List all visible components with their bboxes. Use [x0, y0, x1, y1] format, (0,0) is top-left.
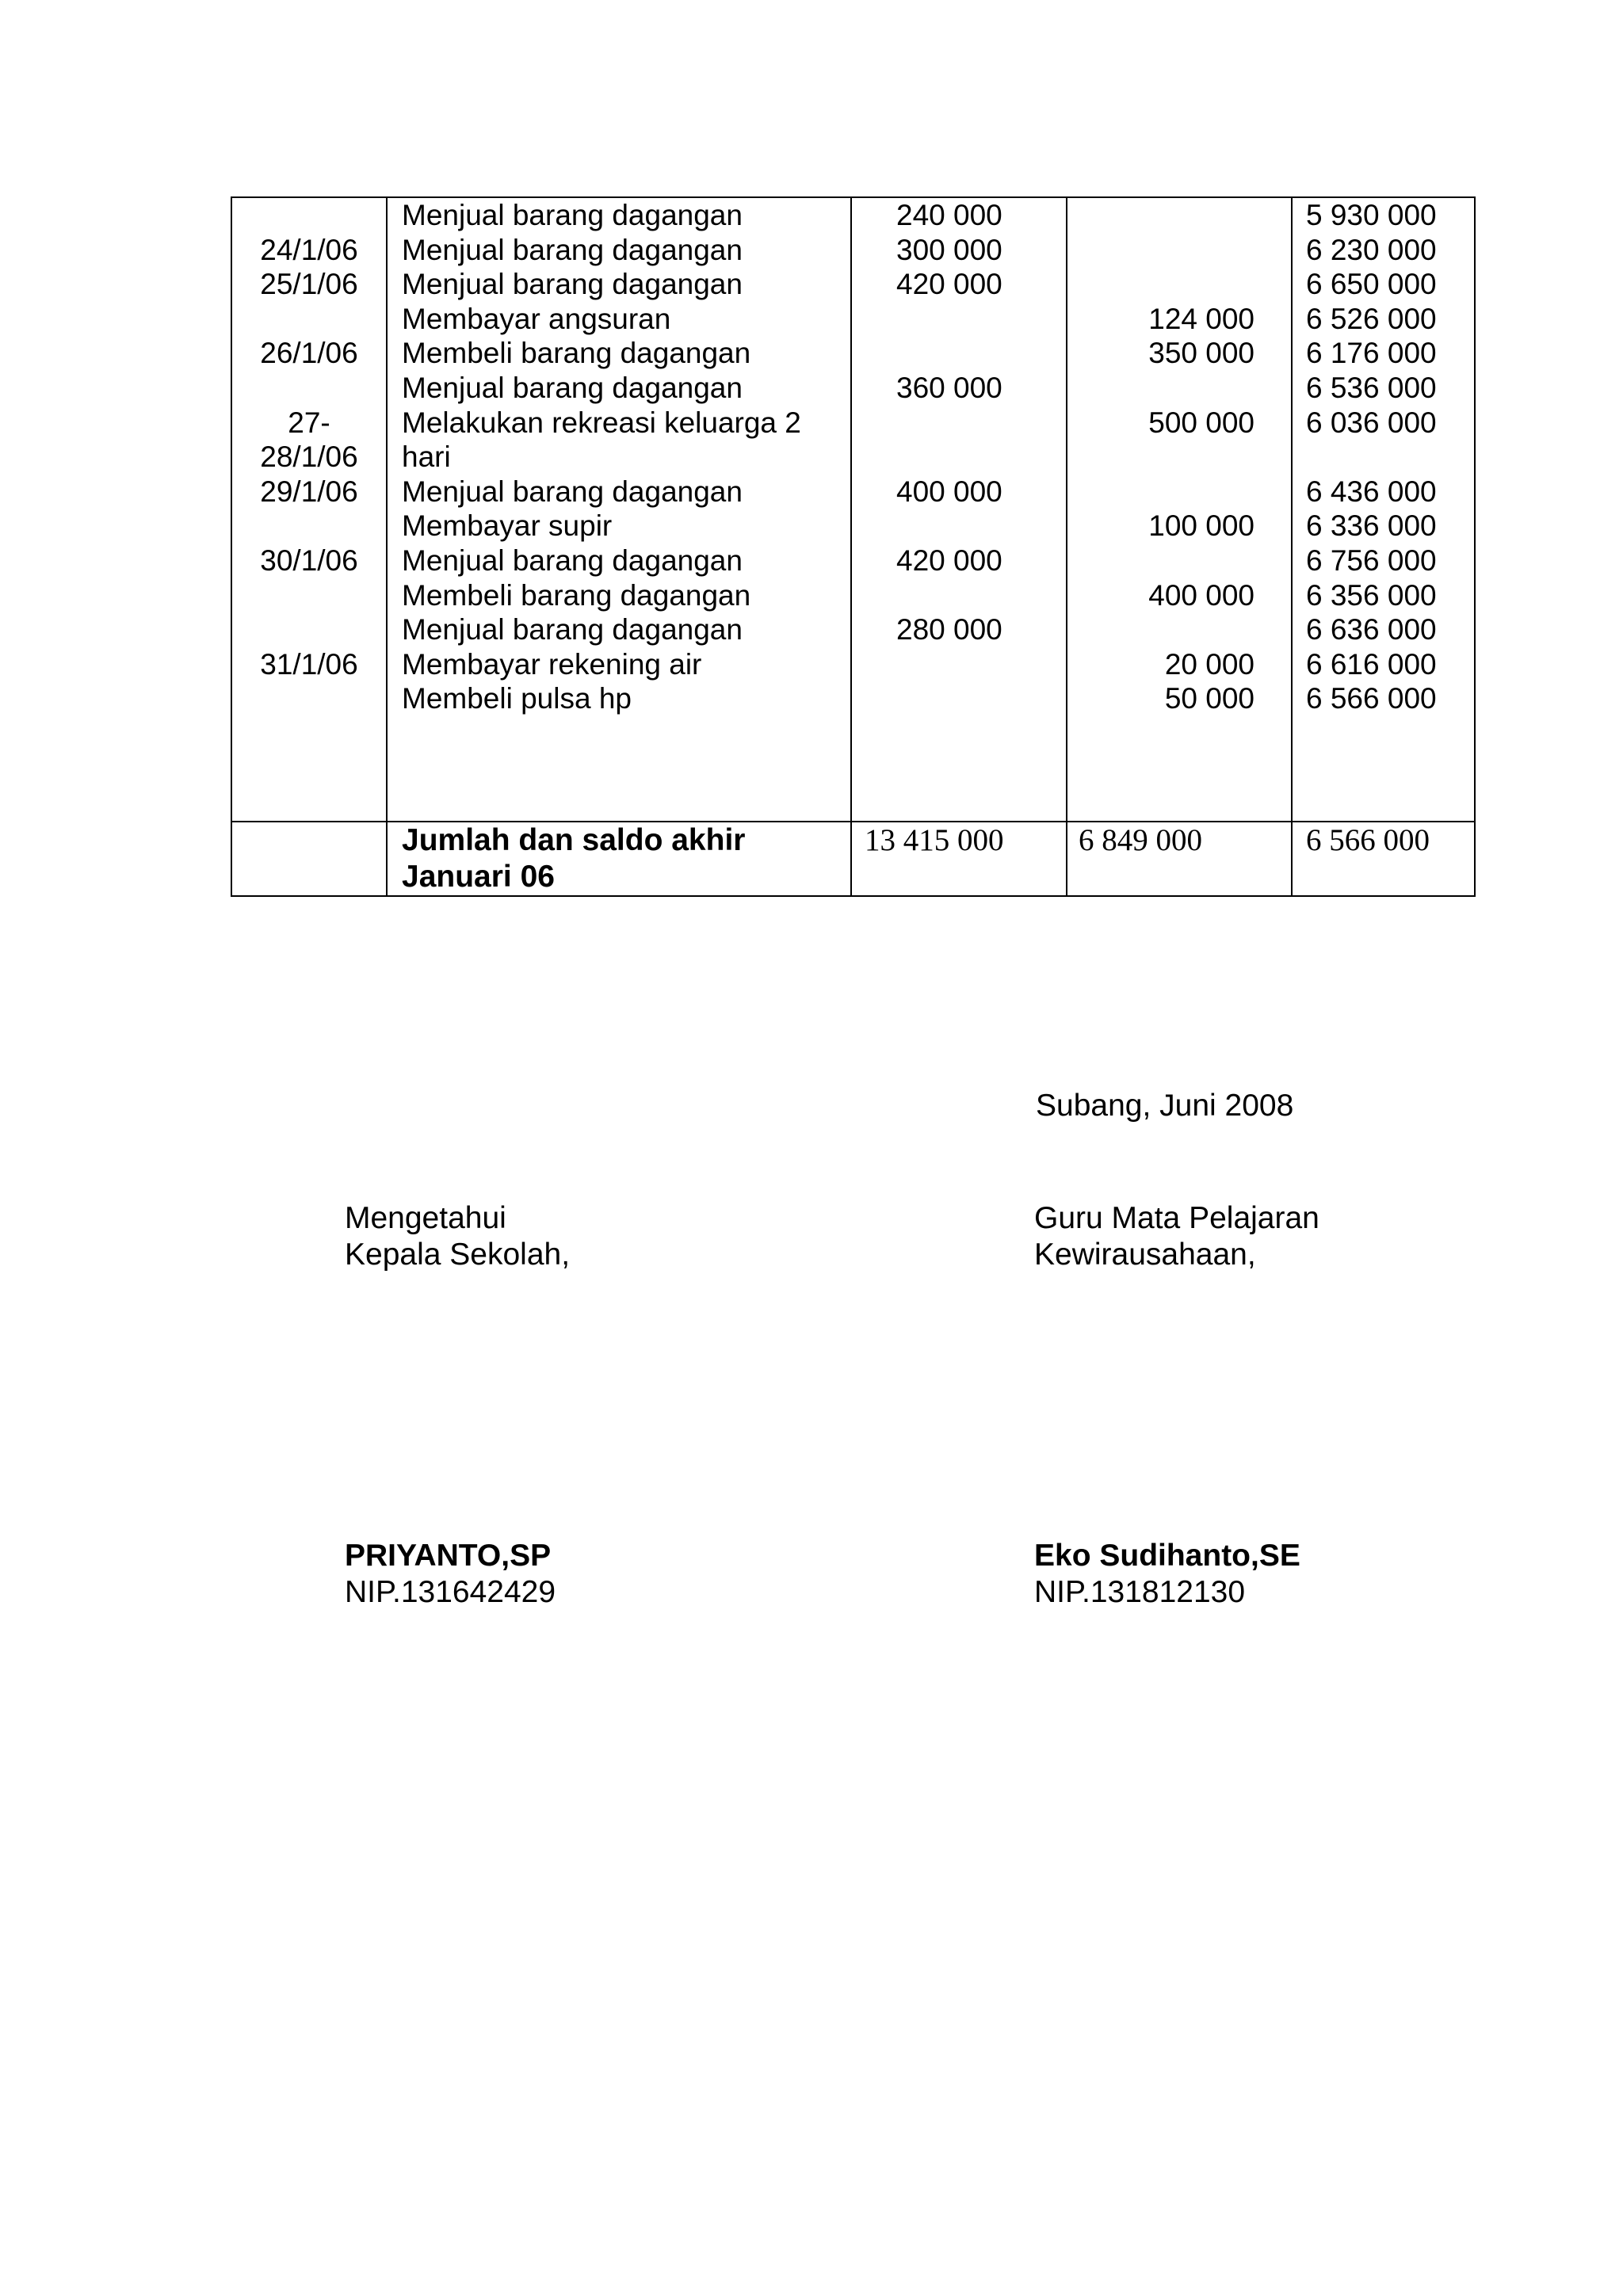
left-signature-line2: Kepala Sekolah, — [345, 1238, 571, 1272]
ledger-table — [231, 196, 1476, 897]
right-signature-block — [1034, 1200, 1319, 1273]
right-signatory-name: Eko Sudihanto,SE — [1034, 1539, 1300, 1573]
total-debit: 13 415 000 — [865, 823, 1004, 857]
row-description: Menjual barang dagangan — [402, 233, 743, 266]
row-date — [232, 681, 386, 716]
row-date: 31/1/06 — [260, 647, 358, 681]
row-date: 25/1/06 — [260, 268, 358, 301]
row-debit — [896, 440, 1002, 475]
row-date — [232, 371, 386, 406]
row-credit — [1066, 440, 1254, 475]
row-description: Membeli barang dagangan — [402, 337, 751, 370]
row-debit — [896, 406, 1002, 441]
right-signature-line2: Kewirausahaan, — [1034, 1238, 1256, 1272]
row-debit: 280 000 — [896, 613, 1002, 646]
row-credit — [1066, 233, 1254, 268]
total-label-line2: Januari 06 — [402, 860, 555, 894]
debit-column — [896, 198, 1002, 716]
row-debit — [896, 578, 1002, 613]
row-balance: 6 036 000 — [1306, 406, 1437, 439]
row-balance: 6 756 000 — [1306, 543, 1437, 577]
left-signatory-nip: NIP.131642429 — [345, 1575, 556, 1609]
row-balance: 6 230 000 — [1306, 233, 1437, 266]
row-description: Membayar angsuran — [402, 302, 671, 335]
row-balance: 6 566 000 — [1306, 682, 1437, 715]
row-balance — [1306, 440, 1465, 475]
row-description: Membayar supir — [402, 509, 613, 543]
row-description: Membeli pulsa hp — [402, 682, 632, 715]
row-debit: 420 000 — [896, 268, 1002, 301]
row-balance: 6 536 000 — [1306, 371, 1437, 404]
row-credit — [1066, 612, 1254, 647]
row-description: Menjual barang dagangan — [402, 543, 743, 577]
credit-column — [1066, 198, 1254, 716]
row-date — [232, 612, 386, 647]
row-credit: 124 000 — [1148, 302, 1254, 335]
column-divider — [850, 198, 852, 895]
row-balance: 6 356 000 — [1306, 578, 1437, 612]
row-debit: 400 000 — [896, 475, 1002, 508]
total-credit: 6 849 000 — [1079, 823, 1202, 857]
row-date: 24/1/06 — [260, 233, 358, 266]
row-date: 26/1/06 — [260, 337, 358, 370]
row-description: Membeli barang dagangan — [402, 578, 751, 612]
row-credit: 350 000 — [1148, 337, 1254, 370]
total-balance: 6 566 000 — [1306, 823, 1430, 857]
row-credit: 20 000 — [1164, 647, 1254, 681]
row-debit: 420 000 — [896, 543, 1002, 577]
left-signature-block — [345, 1200, 570, 1273]
row-debit — [896, 302, 1002, 337]
row-description: Menjual barang dagangan — [402, 613, 743, 646]
row-date: 30/1/06 — [260, 543, 358, 577]
row-credit — [1066, 371, 1254, 406]
row-credit: 500 000 — [1148, 406, 1254, 439]
row-debit — [896, 336, 1002, 371]
row-description: Menjual barang dagangan — [402, 268, 743, 301]
row-credit: 100 000 — [1148, 509, 1254, 543]
row-balance: 6 616 000 — [1306, 647, 1437, 681]
row-debit — [896, 509, 1002, 543]
row-credit — [1066, 198, 1254, 233]
row-credit — [1066, 475, 1254, 509]
row-date — [232, 198, 386, 233]
row-description: Melakukan rekreasi keluarga 2 — [402, 406, 801, 439]
row-debit — [896, 647, 1002, 682]
row-description: Menjual barang dagangan — [402, 199, 743, 231]
row-credit: 400 000 — [1148, 578, 1254, 612]
row-balance: 5 930 000 — [1306, 199, 1437, 231]
row-credit — [1066, 267, 1254, 302]
balance-column — [1306, 198, 1465, 716]
left-signature-line1: Mengetahui — [345, 1201, 506, 1235]
date-column — [232, 198, 386, 716]
row-credit — [1066, 543, 1254, 578]
column-divider — [386, 198, 388, 895]
row-debit: 240 000 — [896, 199, 1002, 231]
right-signature-line1: Guru Mata Pelajaran — [1034, 1201, 1319, 1235]
row-debit — [896, 681, 1002, 716]
left-signatory — [345, 1538, 556, 1611]
row-debit: 360 000 — [896, 371, 1002, 404]
row-description: Menjual barang dagangan — [402, 371, 743, 404]
row-balance: 6 436 000 — [1306, 475, 1437, 508]
row-description: hari — [402, 441, 451, 474]
total-label-line1: Jumlah dan saldo akhir — [402, 823, 746, 857]
row-balance: 6 336 000 — [1306, 509, 1437, 543]
right-signatory-nip: NIP.131812130 — [1034, 1575, 1246, 1609]
row-date — [232, 578, 386, 613]
left-signatory-name: PRIYANTO,SP — [345, 1539, 552, 1573]
right-signatory — [1034, 1538, 1300, 1611]
place-date: Subang, Juni 2008 — [1036, 1089, 1294, 1123]
row-date — [232, 302, 386, 337]
row-date — [232, 509, 386, 543]
row-balance: 6 526 000 — [1306, 302, 1437, 335]
row-date: 28/1/06 — [260, 441, 358, 474]
column-divider — [1291, 198, 1293, 895]
row-debit: 300 000 — [896, 233, 1002, 266]
row-balance: 6 636 000 — [1306, 613, 1437, 646]
row-credit: 50 000 — [1164, 682, 1254, 715]
row-balance: 6 176 000 — [1306, 337, 1437, 370]
row-date: 27- — [288, 406, 330, 439]
total-label — [402, 822, 745, 895]
description-column — [402, 198, 846, 716]
row-description: Menjual barang dagangan — [402, 475, 743, 508]
row-date: 29/1/06 — [260, 475, 358, 508]
row-description: Membayar rekening air — [402, 647, 702, 681]
row-balance: 6 650 000 — [1306, 268, 1437, 301]
